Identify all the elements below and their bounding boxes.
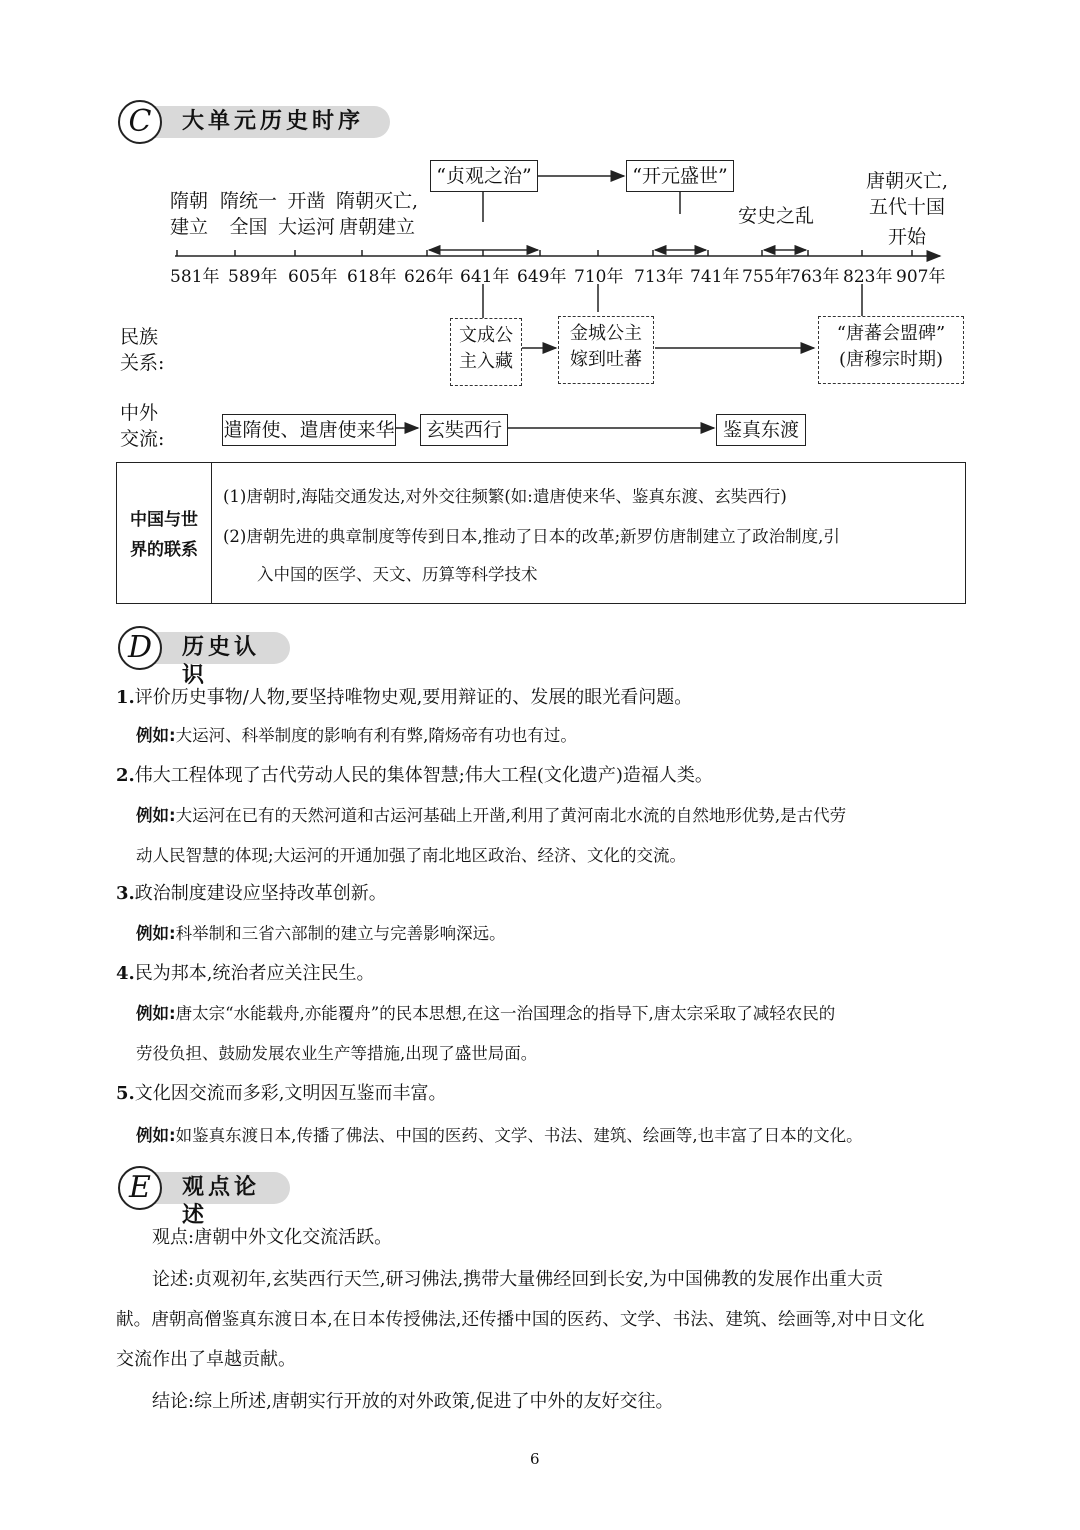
world-table-line2: (2)唐朝先进的典章制度等传到日本,推动了日本的改革;新罗仿唐制建立了政治制度,引 [223,527,840,546]
world-table-header: 中国与世 界的联系 [117,463,212,603]
recognition-1: 1.评价历史事物/人物,要坚持唯物史观,要用辩证的、发展的眼光看问题。 [116,687,693,708]
argument-body-2: 献。唐朝高僧鉴真东渡日本,在日本传授佛法,还传播中国的医药、文学、书法、建筑、绘画等,对中日文化 [116,1310,925,1330]
label-anshi-rebellion: 安史之乱 [738,205,815,227]
exchange-label: 中外 交流: [120,402,165,450]
year-755: 755年 [742,267,792,287]
ethnic-box-jincheng: 金城公主 嫁到吐蕃 [558,316,654,384]
section-c-title: 大单元历史时序 [182,109,365,134]
recognition-5-example: 例如:如鉴真东渡日本,传播了佛法、中国的医药、文学、书法、建筑、绘画等,也丰富了日本的文化。 [136,1126,863,1145]
year-641: 641年 [460,267,510,287]
label-sui-founded: 隋朝 建立 [170,190,209,238]
year-823: 823年 [843,267,893,287]
section-e-letter-badge: E [118,1166,162,1210]
year-618: 618年 [347,267,397,287]
year-763: 763年 [790,267,840,287]
argument-body-1: 论述:贞观初年,玄奘西行天竺,研习佛法,携带大量佛经回到长安,为中国佛教的发展作出重大贡 [152,1269,883,1290]
argument-body-3: 交流作出了卓越贡献。 [116,1349,296,1370]
page-number: 6 [530,1450,540,1468]
box-zhenguan: “贞观之治” [430,160,538,192]
exchange-box-jianzhen: 鉴真东渡 [716,414,806,446]
section-e-title-bar [140,1172,290,1228]
label-sui-unify: 隋统一 全国 [220,190,278,238]
recognition-3: 3.政治制度建设应坚持改革创新。 [116,883,387,904]
world-table-line3: 入中国的医学、天文、历算等科学技术 [257,565,538,584]
section-e-title: 观点论述 [182,1175,261,1228]
section-d-letter-badge: D [118,626,162,670]
world-table [116,462,966,604]
year-581: 581年 [170,267,220,287]
recognition-3-example: 例如:科举制和三省六部制的建立与完善影响深远。 [136,924,506,943]
ethnic-label: 民族 关系: [120,326,165,374]
recognition-1-example: 例如:大运河、科举制度的影响有利有弊,隋炀帝有功也有过。 [136,726,577,745]
ethnic-box-tangbo-stele: “唐蕃会盟碑” (唐穆宗时期) [818,316,964,384]
section-d-title-bar [140,632,290,688]
recognition-4: 4.民为邦本,统治者应关注民生。 [116,963,375,984]
label-grand-canal: 开凿 大运河 [278,190,336,238]
recognition-2-example: 例如:大运河在已有的天然河道和古运河基础上开凿,利用了黄河南北水流的自然地形优势,是古代劳 [136,806,847,825]
recognition-2: 2.伟大工程体现了古代劳动人民的集体智慧;伟大工程(文化遗产)造福人类。 [116,765,713,786]
year-649: 649年 [517,267,567,287]
year-605: 605年 [288,267,338,287]
ethnic-box-wencheng: 文成公 主入藏 [450,318,522,386]
exchange-box-xuanzang: 玄奘西行 [420,414,508,446]
year-589: 589年 [228,267,278,287]
exchange-box-envoys: 遣隋使、遣唐使来华 [222,414,396,446]
recognition-5: 5.文化因交流而多彩,文明因互鉴而丰富。 [116,1083,447,1104]
section-c-letter-badge: C [118,100,162,144]
label-tang-end: 唐朝灭亡, 五代十国 开始 [866,170,949,248]
section-e-header [118,1166,298,1228]
section-d-header [118,626,298,688]
recognition-4-example: 例如:唐太宗“水能载舟,亦能覆舟”的民本思想,在这一治国理念的指导下,唐太宗采取了减轻农民的 [136,1004,836,1023]
label-tang-founded: 隋朝灭亡, 唐朝建立 [336,190,419,238]
year-713: 713年 [634,267,684,287]
world-table-line1: (1)唐朝时,海陆交通发达,对外交往频繁(如:遣唐使来华、鉴真东渡、玄奘西行) [223,487,787,506]
recognition-2-example-cont: 动人民智慧的体现;大运河的开通加强了南北地区政治、经济、文化的交流。 [136,846,687,865]
year-741: 741年 [690,267,740,287]
year-626: 626年 [404,267,454,287]
section-d-title: 历史认识 [182,635,261,688]
year-907: 907年 [896,267,946,287]
argument-view: 观点:唐朝中外文化交流活跃。 [152,1227,393,1248]
argument-conclusion: 结论:综上所述,唐朝实行开放的对外政策,促进了中外的友好交往。 [152,1391,674,1412]
box-kaiyuan: “开元盛世” [626,160,734,192]
timeline-ticks [177,250,912,256]
year-710: 710年 [574,267,624,287]
recognition-4-example-cont: 劳役负担、鼓励发展农业生产等措施,出现了盛世局面。 [136,1044,538,1063]
